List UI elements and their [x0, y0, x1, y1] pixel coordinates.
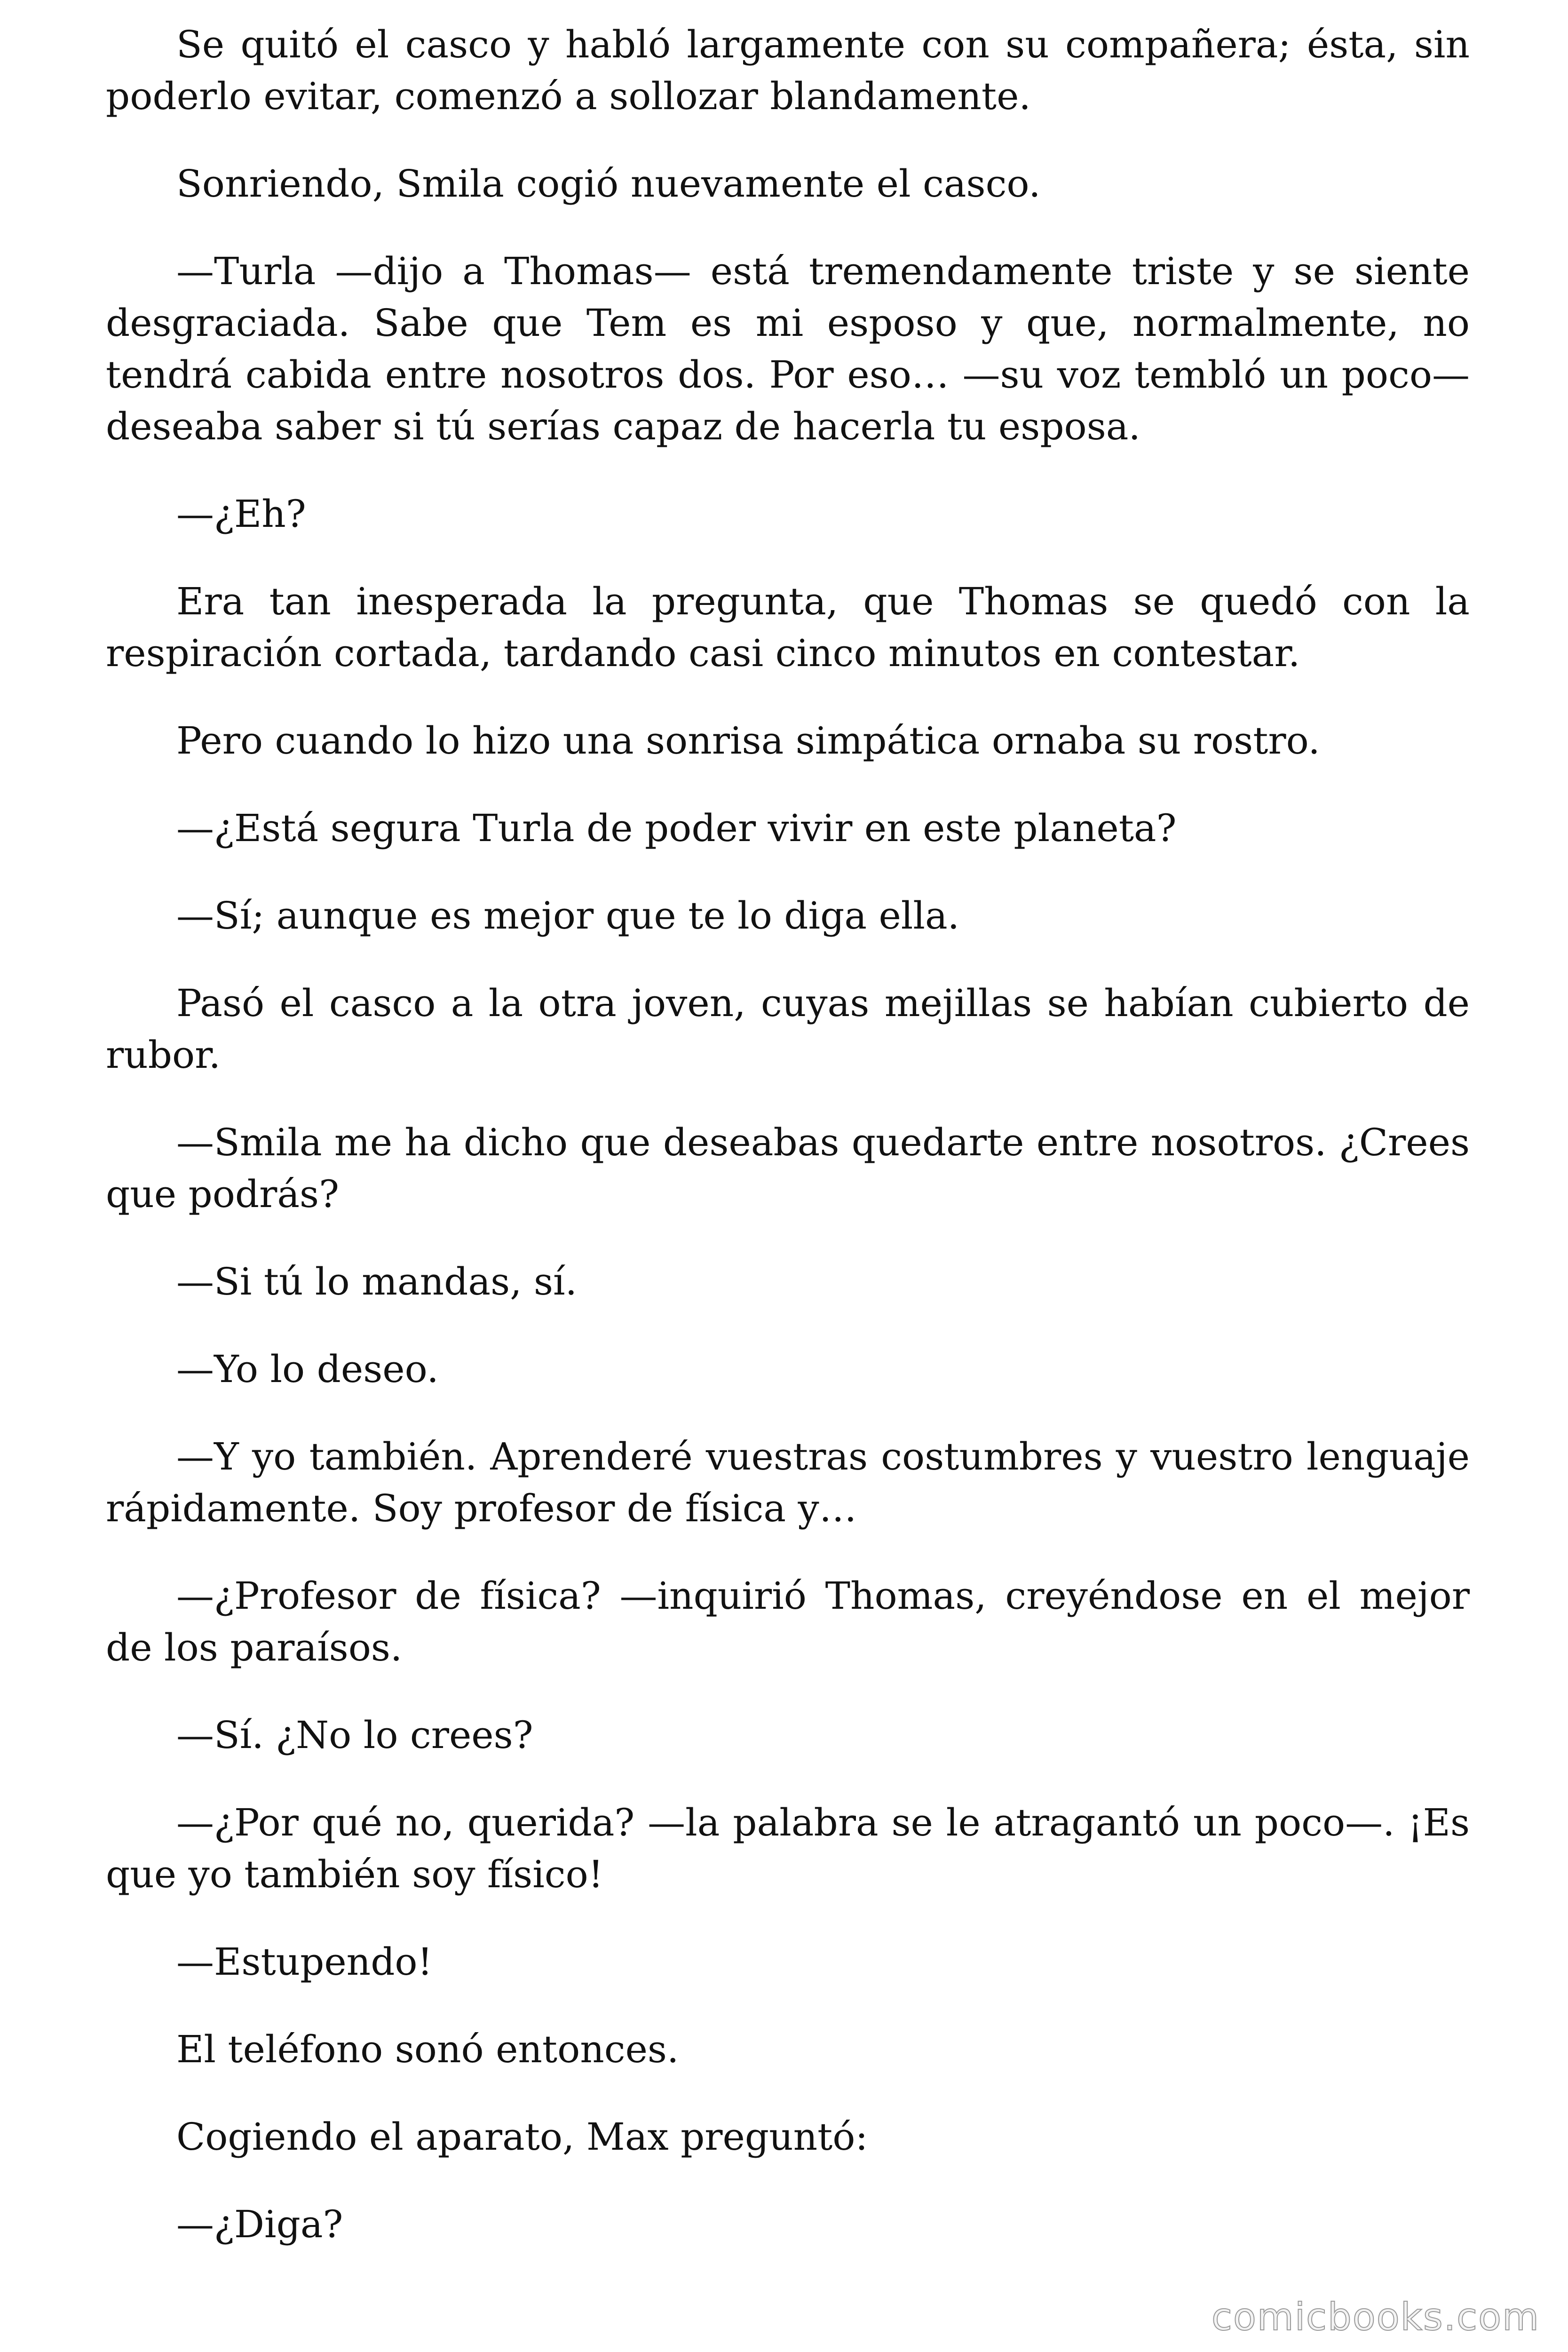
paragraph: —Sí. ¿No lo crees? — [176, 1713, 533, 1757]
paragraph: —Yo lo deseo. — [176, 1347, 439, 1391]
paragraph: Era tan inesperada la pregunta, que Thomas se quedó con la respiración cortada, tardando casi cinco minutos en contestar. — [106, 580, 1470, 675]
paragraph: —Si tú lo mandas, sí. — [176, 1260, 578, 1303]
paragraph: —Smila me ha dicho que deseabas quedarte entre nosotros. ¿Crees que podrás? — [106, 1120, 1470, 1216]
paragraph: —Sí; aunque es mejor que te lo diga ella. — [176, 894, 960, 938]
paragraph: —¿Por qué no, querida? —la palabra se le atragantó un poco—. ¡Es que yo también soy físico! — [106, 1801, 1470, 1896]
paragraph: —¿Diga? — [176, 2202, 343, 2246]
paragraph: Sonriendo, Smila cogió nuevamente el casco. — [176, 162, 1041, 206]
paragraph: —Estupendo! — [176, 1940, 433, 1984]
paragraph: —¿Eh? — [176, 492, 306, 536]
paragraph: Pero cuando lo hizo una sonrisa simpática ornaba su rostro. — [176, 719, 1320, 763]
paragraph: Pasó el casco a la otra joven, cuyas mejillas se habían cubierto de rubor. — [106, 981, 1470, 1077]
paragraph: El teléfono sonó entonces. — [176, 2027, 679, 2071]
paragraph: —Turla —dijo a Thomas— está tremendamente triste y se siente desgraciada. Sabe que Tem es mi esposo y que, normalmente, no tendrá cabida entre nosotros dos. Por eso… —su voz tembló un poco— deseaba saber si tú serías capaz de hacerla tu esposa. — [106, 249, 1470, 448]
watermark: comicbooks.com — [1211, 2295, 1540, 2339]
paragraph: —Y yo también. Aprenderé vuestras costumbres y vuestro lenguaje rápidamente. Soy profesor de física y… — [106, 1435, 1470, 1530]
paragraph: —¿Está segura Turla de poder vivir en este planeta? — [176, 806, 1177, 850]
paragraph: Cogiendo el aparato, Max preguntó: — [176, 2115, 868, 2159]
paragraph: —¿Profesor de física? —inquirió Thomas, creyéndose en el mejor de los paraísos. — [106, 1574, 1470, 1669]
page-text — [106, 19, 1470, 2286]
paragraph: Se quitó el casco y habló largamente con su compañera; ésta, sin poderlo evitar, comenzó a sollozar blandamente. — [106, 23, 1470, 118]
